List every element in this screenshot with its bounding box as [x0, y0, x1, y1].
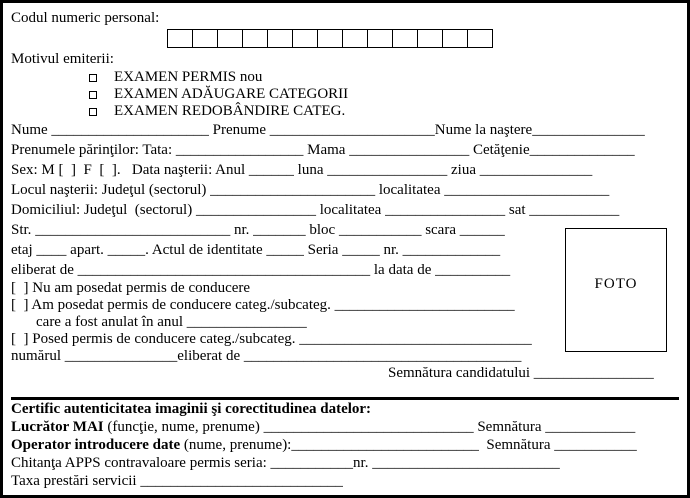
cnp-label-row: [11, 8, 679, 28]
act-nr-label: nr.: [379, 242, 403, 258]
license-none-checkbox[interactable]: [ ]: [11, 280, 29, 296]
row-parents: [11, 140, 679, 160]
row-receipt: [11, 454, 679, 472]
cnp-cell[interactable]: [392, 29, 418, 48]
sex-f-checkbox[interactable]: [ ]: [99, 162, 117, 178]
row-sex-birthdate: [11, 160, 679, 180]
lucrator-mai-semnatura-label: Semnătura: [473, 419, 546, 435]
la-data-de-label: la data de: [370, 262, 436, 278]
nume-la-nastere-blank[interactable]: _______________: [532, 122, 645, 138]
cnp-label: Codul numeric personal:: [11, 10, 160, 26]
taxa-blank[interactable]: ___________________________: [140, 473, 343, 489]
license-canceled-label: care a fost anulat în anul: [36, 314, 187, 330]
ziua-label: ziua: [447, 162, 480, 178]
photo-box: [565, 228, 667, 352]
sex-m-checkbox[interactable]: [ ]: [58, 162, 77, 178]
bloc-blank[interactable]: ___________: [338, 222, 422, 238]
reason-item-examen-adaugare-categorii: [89, 86, 679, 103]
apart-label: apart.: [66, 242, 108, 258]
license-number-label: numărul: [11, 348, 65, 364]
mama-label: Mama: [303, 142, 350, 158]
chitanta-nr-blank[interactable]: _________________________: [372, 455, 560, 471]
sex-m-label: Sex: M: [11, 162, 59, 178]
la-data-de-blank[interactable]: __________: [435, 262, 511, 278]
luna-label: luna: [293, 162, 328, 178]
cnp-cell[interactable]: [367, 29, 393, 48]
reason-item-label: EXAMEN PERMIS nou: [114, 69, 263, 85]
license-number-blank[interactable]: _______________: [64, 348, 178, 364]
sat-blank[interactable]: ____________: [529, 202, 620, 218]
reason-item-label: EXAMEN REDOBÂNDIRE CATEG.: [114, 103, 346, 119]
prenume-blank[interactable]: ______________________: [269, 122, 435, 138]
scara-blank[interactable]: ______: [459, 222, 505, 238]
chitanta-seria-blank[interactable]: ___________: [270, 455, 354, 471]
certify-statement: Certific autenticitatea imaginii şi corectitudinea datelor:: [11, 401, 372, 417]
checkbox-icon[interactable]: [89, 108, 97, 116]
chitanta-nr-label: nr.: [353, 455, 373, 471]
row-name: [11, 120, 679, 140]
anul-label: . Data naşterii: Anul: [116, 162, 249, 178]
cnp-cell[interactable]: [467, 29, 493, 48]
taxa-label: Taxa prestări servicii: [11, 473, 141, 489]
lucrator-mai-label: Lucrător MAI: [11, 419, 104, 435]
act-identitate-blank[interactable]: _____: [266, 242, 304, 258]
cnp-grid: [167, 28, 679, 49]
mama-blank[interactable]: ________________: [349, 142, 470, 158]
locul-nasterii-judet-blank[interactable]: ______________________: [210, 182, 376, 198]
candidate-signature-blank[interactable]: ________________: [533, 365, 654, 381]
anul-blank[interactable]: ______: [248, 162, 294, 178]
sat-label: sat: [505, 202, 530, 218]
license-issued-by-label: eliberat de: [177, 348, 244, 364]
license-have-label: Posed permis de conducere categ./subcateg.: [28, 331, 300, 347]
license-issued-by-blank[interactable]: _____________________________________: [243, 348, 522, 364]
cnp-cell[interactable]: [342, 29, 368, 48]
bloc-label: bloc: [305, 222, 339, 238]
seria-blank[interactable]: _____: [342, 242, 380, 258]
row-certify: [11, 400, 679, 418]
reason-item-label: EXAMEN ADĂUGARE CATEGORII: [114, 86, 349, 102]
cnp-cell[interactable]: [267, 29, 293, 48]
chitanta-label: Chitanţa APPS contravaloare permis seria:: [11, 455, 271, 471]
license-had-categ-blank[interactable]: ________________________: [334, 297, 515, 313]
cetatenie-blank[interactable]: ______________: [529, 142, 635, 158]
cnp-cell[interactable]: [317, 29, 343, 48]
license-had-checkbox[interactable]: [ ]: [11, 297, 29, 313]
reason-item-examen-permis-nou: [89, 69, 679, 86]
cnp-cell[interactable]: [167, 29, 193, 48]
tata-blank[interactable]: _________________: [175, 142, 304, 158]
luna-blank[interactable]: ________________: [327, 162, 448, 178]
operator-name-blank[interactable]: _________________________: [291, 437, 479, 453]
cnp-cell[interactable]: [192, 29, 218, 48]
nr-blank[interactable]: _______: [253, 222, 306, 238]
etaj-label: etaj: [11, 242, 37, 258]
lucrator-mai-name-blank[interactable]: ____________________________: [263, 419, 474, 435]
tata-label: Prenumele părinţilor: Tata:: [11, 142, 176, 158]
license-have-checkbox[interactable]: [ ]: [11, 331, 29, 347]
row-candidate-signature: [388, 365, 679, 382]
operator-semnatura-blank[interactable]: ___________: [554, 437, 637, 453]
sex-f-label: F: [76, 162, 100, 178]
seria-label: Seria: [303, 242, 343, 258]
domiciliu-judet-label: Domiciliul: Judeţul (sectorul): [11, 202, 196, 218]
nr-label: nr.: [230, 222, 254, 238]
row-operator: [11, 436, 679, 454]
locul-nasterii-judet-label: Locul naşterii: Judeţul (sectorul): [11, 182, 211, 198]
domiciliu-judet-blank[interactable]: ________________: [195, 202, 316, 218]
reason-list: [89, 69, 679, 120]
domiciliu-localitate-label: localitatea: [315, 202, 386, 218]
apart-blank[interactable]: _____: [107, 242, 146, 258]
lucrator-mai-semnatura-blank[interactable]: ____________: [545, 419, 636, 435]
strada-label: Str.: [11, 222, 36, 238]
row-domicile: [11, 200, 679, 220]
eliberat-de-blank[interactable]: _______________________________________: [77, 262, 371, 278]
cnp-cell[interactable]: [217, 29, 243, 48]
cetatenie-label: Cetăţenie: [469, 142, 530, 158]
row-mai-worker: [11, 418, 679, 436]
cnp-cell[interactable]: [242, 29, 268, 48]
license-none-label: Nu am posedat permis de conducere: [28, 280, 251, 296]
row-tax: [11, 472, 679, 490]
nume-label: Nume: [11, 122, 52, 138]
prenume-label: Prenume: [208, 122, 270, 138]
act-identitate-label: . Actul de identitate: [145, 242, 267, 258]
nume-la-nastere-label: Nume la naştere: [434, 122, 533, 138]
eliberat-de-label: eliberat de: [11, 262, 78, 278]
operator-label: Operator introducere date: [11, 437, 181, 453]
domiciliu-localitate-blank[interactable]: ________________: [385, 202, 506, 218]
candidate-signature-label: Semnătura candidatului: [388, 365, 534, 381]
etaj-blank[interactable]: ____: [36, 242, 67, 258]
reason-label-row: [11, 49, 679, 69]
checkbox-icon[interactable]: [89, 91, 97, 99]
act-nr-blank[interactable]: _____________: [402, 242, 501, 258]
cnp-cell[interactable]: [292, 29, 318, 48]
locul-nasterii-localitate-label: localitatea: [375, 182, 445, 198]
strada-blank[interactable]: __________________________: [35, 222, 231, 238]
cnp-cell[interactable]: [417, 29, 443, 48]
reason-label: Motivul emiterii:: [11, 51, 114, 67]
reason-item-examen-redobandire-categ: [89, 103, 679, 120]
license-have-categ-blank[interactable]: _______________________________: [299, 331, 532, 347]
scara-label: scara: [421, 222, 460, 238]
ziua-blank[interactable]: _______________: [479, 162, 593, 178]
cnp-cell[interactable]: [442, 29, 468, 48]
license-had-label: Am posedat permis de conducere categ./subcateg.: [28, 297, 335, 313]
locul-nasterii-localitate-blank[interactable]: ______________________: [444, 182, 610, 198]
photo-box-label: FOTO: [594, 275, 638, 292]
operator-semnatura-label: Semnătura: [478, 437, 555, 453]
license-canceled-year-blank[interactable]: ________________: [186, 314, 307, 330]
lucrator-mai-sublabel: (funcţie, nume, prenume): [103, 419, 264, 435]
operator-sublabel: (nume, prenume):: [180, 437, 292, 453]
row-birthplace: [11, 180, 679, 200]
checkbox-icon[interactable]: [89, 74, 97, 82]
nume-blank[interactable]: _____________________: [51, 122, 209, 138]
